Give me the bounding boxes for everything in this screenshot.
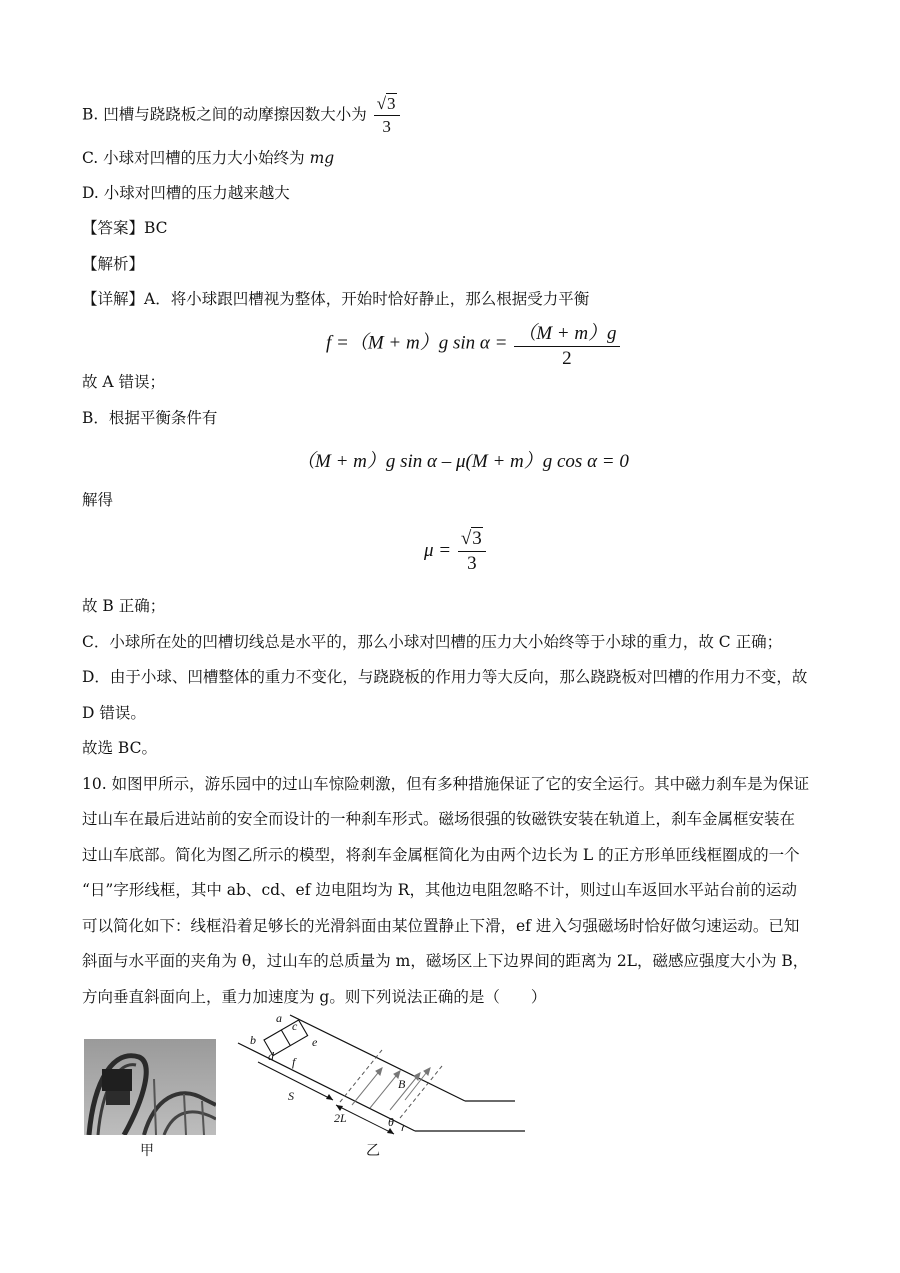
line-c: C．小球所在处的凹槽切线总是水平的，那么小球对凹槽的压力大小始终等于小球的重力，故 C 正确； xyxy=(82,633,783,651)
upper-rail-line xyxy=(290,1015,465,1101)
choose-line: 故选 BC。 xyxy=(82,739,157,757)
angle-arc xyxy=(402,1125,404,1131)
denominator: 3 xyxy=(467,553,477,574)
figure-yi-caption: 乙 xyxy=(366,1143,380,1159)
radicand: 3 xyxy=(472,528,482,549)
equation-1-fraction xyxy=(514,318,619,370)
figure-jia-caption: 甲 xyxy=(140,1143,154,1159)
sqrt-sign: √ xyxy=(376,94,387,113)
q10-line-4: “日”字形线框，其中 ab、cd、ef 边电阻均为 R，其他边电阻忽略不计，则过山车返回水平站台前的运动 xyxy=(82,881,797,899)
label-a: a xyxy=(276,1011,282,1025)
head-b: B．根据平衡条件有 xyxy=(82,409,218,427)
option-d: D. 小球对凹槽的压力越来越大 xyxy=(82,184,290,202)
label-e: e xyxy=(312,1035,318,1049)
field-arrows xyxy=(352,1068,430,1110)
distance-s-line xyxy=(258,1062,333,1100)
q10-line-7: 方向垂直斜面向上，重力加速度为 g。则下列说法正确的是（ ） xyxy=(82,988,547,1006)
q10-line-3: 过山车底部。简化为图乙所示的模型，将刹车金属框简化为由两个边长为 L 的正方形单匝线框圈成的一个 xyxy=(82,846,800,864)
q10-line-2: 过山车在最后进站前的安全而设计的一种刹车形式。磁场很强的钕磁铁安装在轨道上，刹车金属框安装在 xyxy=(82,810,796,828)
equation-2: （M + m）g sin α – μ(M + m）g cos α = 0 xyxy=(296,451,629,472)
line-d1: D．由于小球、凹槽整体的重力不变化，与跷跷板的作用力等大反向，那么跷跷板对凹槽的作用力不变，故 xyxy=(82,668,808,686)
incline-diagram xyxy=(230,1010,530,1140)
roller-coaster-photo xyxy=(84,1039,216,1135)
q10-line-6: 斜面与水平面的夹角为 θ，过山车的总质量为 m，磁场区上下边界间的距离为 2L，磁感应强度大小为 B， xyxy=(82,952,809,970)
option-c-var: mg xyxy=(309,149,335,167)
equation-3 xyxy=(424,528,488,575)
equation-1-lhs: f =（M + m）g sin α = xyxy=(326,332,508,354)
label-field-b: B xyxy=(398,1077,406,1091)
equation-3-lhs: μ = xyxy=(424,539,452,561)
option-c xyxy=(82,148,334,168)
label-f: f xyxy=(292,1055,296,1069)
denominator: 3 xyxy=(382,117,391,136)
answer-line: 【答案】BC xyxy=(82,219,168,237)
field-boundary-upper xyxy=(400,1066,442,1118)
solve-line: 解得 xyxy=(82,491,114,509)
equation-1 xyxy=(326,318,622,370)
equation-3-fraction xyxy=(458,528,486,575)
label-s: S xyxy=(288,1089,294,1103)
analysis-heading: 【解析】 xyxy=(82,255,145,273)
wrong-a: 故 A 错误； xyxy=(82,373,166,391)
option-c-text: C. 小球对凹槽的压力大小始终为 xyxy=(82,149,305,167)
label-theta: θ xyxy=(388,1115,394,1129)
sqrt-sign: √ xyxy=(460,528,472,549)
equation-1-den: 2 xyxy=(562,348,572,369)
q10-line-5: 可以简化如下：线框沿着足够长的光滑斜面由某位置静止下滑，ef 进入匀强磁场时恰好做匀速运动。已知 xyxy=(82,917,800,935)
label-b: b xyxy=(250,1033,256,1047)
right-b: 故 B 正确； xyxy=(82,597,166,615)
q10-line-1: 10. 如图甲所示，游乐园中的过山车惊险刺激，但有多种措施保证了它的安全运行。其中磁力刹车是为保证 xyxy=(82,775,810,793)
detail-a: 【详解】A．将小球跟凹槽视为整体，开始时恰好静止，那么根据受力平衡 xyxy=(82,290,590,308)
equation-1-num: （M + m）g xyxy=(514,318,619,347)
option-b-text: B. 凹槽与跷跷板之间的动摩擦因数大小为 xyxy=(82,105,367,124)
label-d: d xyxy=(268,1049,274,1063)
option-b-fraction xyxy=(374,94,400,137)
label-2l: 2L xyxy=(334,1111,347,1125)
label-c: c xyxy=(292,1019,298,1033)
radicand: 3 xyxy=(387,94,396,113)
option-b xyxy=(82,94,402,137)
line-d2: D 错误。 xyxy=(82,704,146,722)
